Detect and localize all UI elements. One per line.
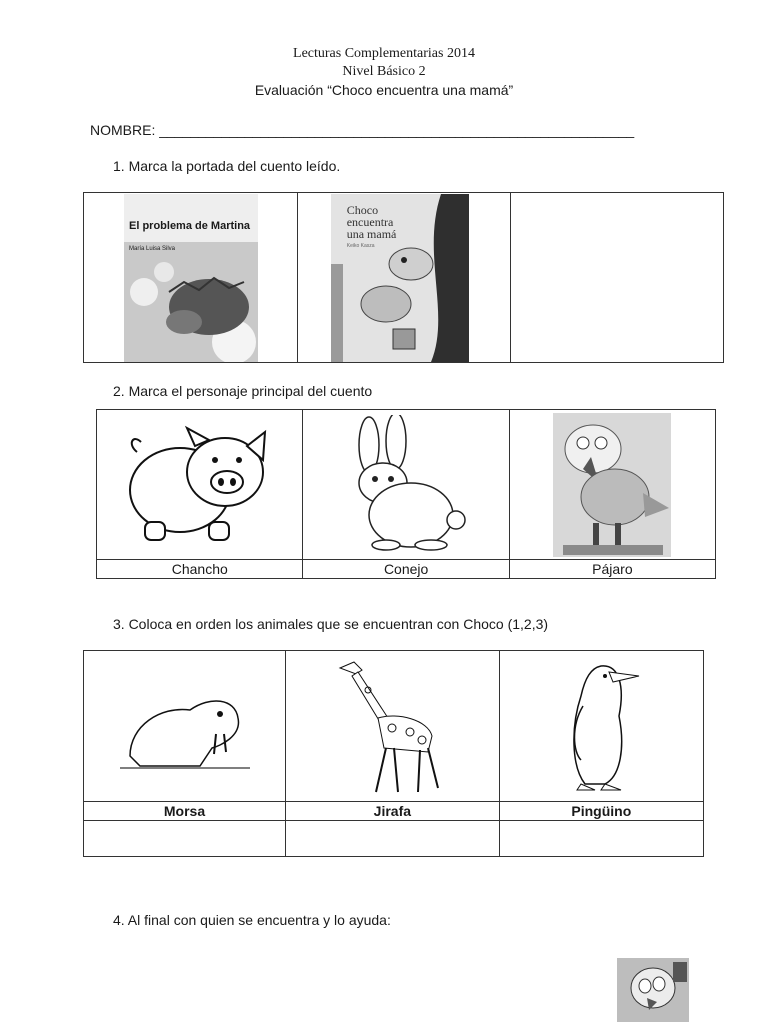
q2-option-1-image[interactable] (97, 410, 303, 560)
hedgehog-illustration (124, 252, 258, 362)
q3-label-morsa: Morsa (84, 801, 286, 820)
name-field[interactable]: NOMBRE: _____________________________________________________________ (90, 122, 635, 138)
header-line-2: Nivel Básico 2 (342, 64, 426, 79)
q3-answer-pinguino[interactable] (499, 820, 703, 856)
question-4: 4. Al final con quien se encuentra y lo ayuda: (113, 912, 391, 928)
q3-option-3-image (499, 651, 703, 802)
q3-table (83, 650, 704, 857)
q2-option-3-image[interactable] (509, 410, 715, 560)
q3-label-pinguino: Pingüino (499, 801, 703, 820)
rabbit-drawing (341, 415, 471, 555)
choco-bear-illustration (331, 194, 469, 362)
question-1: 1. Marca la portada del cuento leído. (113, 158, 341, 174)
header-title: Evaluación “Choco encuentra una mamá” (254, 82, 514, 98)
question-2: 2. Marca el personaje principal del cuento (113, 383, 373, 399)
penguin-drawing (561, 656, 641, 796)
q1-option-2-cell[interactable] (297, 193, 511, 363)
q3-option-1-image (84, 651, 286, 802)
walrus-drawing (120, 676, 250, 776)
book-author-martina: María Luisa Silva (129, 245, 176, 252)
q1-option-1-cell[interactable] (84, 193, 298, 363)
question-3: 3. Coloca en orden los animales que se encuentran con Choco (1,2,3) (113, 616, 549, 632)
book-cover-martina[interactable] (124, 194, 258, 362)
q1-option-3-cell[interactable] (511, 193, 724, 363)
q2-table (96, 409, 716, 579)
q3-answer-jirafa[interactable] (286, 820, 500, 856)
pig-drawing (125, 422, 275, 548)
book-cover-choco[interactable] (331, 194, 469, 362)
q2-label-conejo: Conejo (303, 560, 509, 579)
header-line-1: Lecturas Complementarias 2014 (293, 46, 475, 61)
bird-photo (553, 413, 671, 557)
book-title-choco: Choco encuentra una mamá (346, 202, 397, 241)
q2-label-pajaro: Pájaro (509, 560, 715, 579)
choco-photo-thumbnail (617, 958, 689, 1022)
q2-option-2-image[interactable] (303, 410, 509, 560)
q3-option-2-image (286, 651, 500, 802)
book-title-martina: El problema de Martina (129, 219, 251, 232)
q3-answer-morsa[interactable] (84, 820, 286, 856)
q3-label-jirafa: Jirafa (286, 801, 500, 820)
giraffe-drawing (332, 656, 452, 796)
book-author-choco: Keiko Kasza (346, 242, 375, 249)
q2-label-chancho: Chancho (97, 560, 303, 579)
q1-table (83, 192, 724, 363)
